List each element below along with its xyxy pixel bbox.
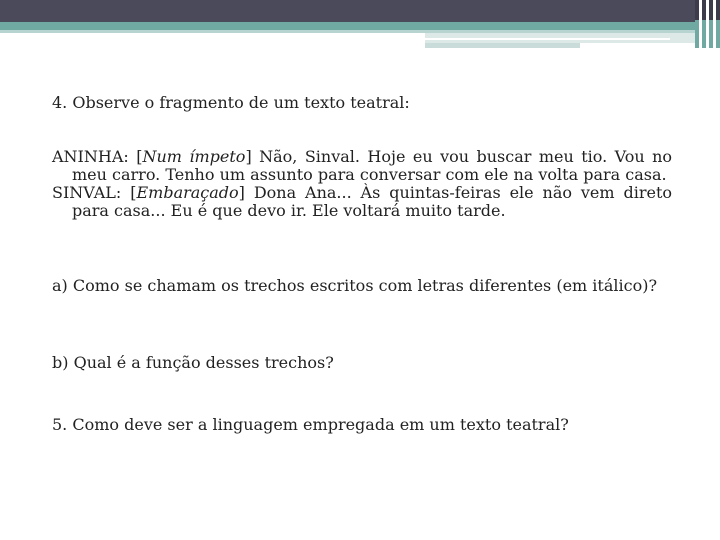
corner-stripe bbox=[713, 0, 716, 48]
slide-content bbox=[52, 94, 672, 434]
corner-stripe bbox=[706, 0, 709, 48]
corner-stripe bbox=[699, 0, 702, 48]
stage-direction-aninha: Num ímpeto bbox=[142, 147, 246, 166]
question-4-title: 4. Observe o fragmento de um texto teatral: bbox=[52, 93, 410, 112]
speaker-sinval: SINVAL: bbox=[52, 183, 122, 202]
header-band-accent-short bbox=[425, 43, 580, 48]
question-a: a) Como se chamam os trechos escritos com letras diferentes (em itálico)? bbox=[52, 276, 658, 295]
dialogue-aninha: ANINHA: [Num ímpeto] Não, Sinval. Hoje eu vou buscar meu tio. Vou no meu carro. Tenho um assunto para conversar com ele na volta para casa. bbox=[52, 147, 673, 184]
dialogue-sinval: SINVAL: [Embaraçado] Dona Ana... Às quintas-feiras ele não vem direto para casa... Eu é que devo ir. Ele voltará muito tarde. bbox=[52, 183, 673, 220]
header-band-teal bbox=[0, 22, 695, 30]
speech-sinval: Dona Ana... Às quintas-feiras ele não vem direto para casa... Eu é que devo ir. Ele voltará muito tarde. bbox=[72, 183, 673, 220]
speaker-aninha: ANINHA: bbox=[52, 147, 129, 166]
speech-aninha: Não, Sinval. Hoje eu vou buscar meu tio. Vou no meu carro. Tenho um assunto para conversar com ele na volta para casa. bbox=[72, 147, 673, 184]
header-white-strip bbox=[425, 38, 670, 40]
question-b: b) Qual é a função desses trechos? bbox=[52, 353, 334, 372]
question-5: 5. Como deve ser a linguagem empregada em um texto teatral? bbox=[52, 415, 569, 434]
stage-direction-sinval: Embaraçado bbox=[136, 183, 239, 202]
header-band-dark bbox=[0, 0, 695, 22]
